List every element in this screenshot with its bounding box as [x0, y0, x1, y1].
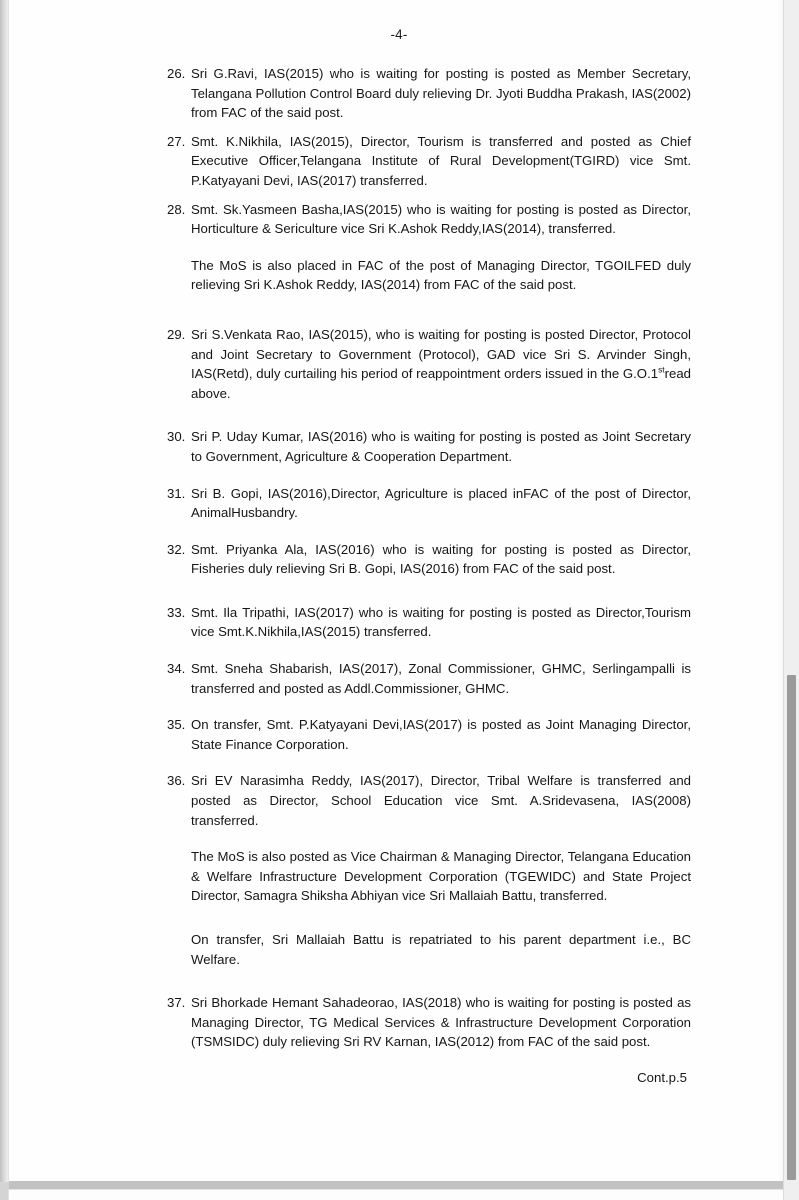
spacer: [167, 476, 691, 484]
clause-item: [167, 540, 691, 579]
clause-number: 30.: [167, 429, 186, 445]
clause-number: 36.: [167, 773, 186, 789]
spacer: [167, 915, 691, 930]
spacer: [167, 532, 691, 540]
sub-paragraph-mos-tgewidc: The MoS is also posted as Vice Chairman & Managing Director, Telangana Education & Welfare Infrastructure Development Corporation (TGEWIDC) and State Project Director, Samagra Shiksha Abhiyan vice Sri Mallaiah Battu, transferred.: [191, 849, 691, 904]
sub-paragraph-mos-tgoilfed: The MoS is also placed in FAC of the post of Managing Director, TGOILFED duly relieving Sri K.Ashok Reddy, IAS(2014) from FAC of the said post.: [191, 257, 691, 293]
clause-item: [167, 715, 691, 754]
clause-text: Sri Bhorkade Hemant Sahadeorao, IAS(2018) who is waiting for posting is posted as Managing Director, TG Medical Services & Infrastructure Development Corporation (TSMSIDC) duly relieving Sri RV Karnan, IAS(2012) from FAC of the said post.: [191, 995, 691, 1050]
clause-text: Sri P. Uday Kumar, IAS(2016) who is waiting for posting is posted as Joint Secretary to Government, Agriculture & Cooperation Department.: [191, 429, 691, 464]
spacer: [167, 707, 691, 715]
vertical-scrollbar-track[interactable]: [783, 0, 799, 1200]
clause-number: 26.: [167, 66, 186, 81]
spacer: [167, 651, 691, 659]
clause-text: Smt. Ila Tripathi, IAS(2017) who is waiting for posting is posted as Director,Tourism vice Smt.K.Nikhila,IAS(2015) transferred.: [191, 604, 691, 640]
page-body: [167, 64, 691, 1088]
clause-item: [167, 484, 691, 523]
clause-item: [167, 200, 691, 239]
clause-item: [167, 659, 691, 698]
clause-number: 29.: [167, 326, 186, 342]
spacer: [167, 763, 691, 771]
clause-number: 34.: [167, 661, 186, 677]
clause-item: [167, 427, 691, 466]
clause-text: Sri G.Ravi, IAS(2015) who is waiting for posting is posted as Member Secretary, Telangana Pollution Control Board duly relieving Dr. Jyoti Buddha Prakash, IAS(2002) from FAC of the said post.: [191, 66, 691, 121]
clause-text: [191, 325, 691, 403]
spacer: [167, 412, 691, 427]
clause-item: [167, 64, 691, 123]
clause-number: 28.: [167, 201, 186, 217]
clause-text: Smt. Priyanka Ala, IAS(2016) who is waiting for posting is posted as Director, Fisheries duly relieving Sri B. Gopi, IAS(2016) from FAC of the said post.: [191, 541, 691, 577]
vertical-scrollbar-thumb[interactable]: [787, 675, 796, 1180]
clause-text: Sri EV Narasimha Reddy, IAS(2017), Director, Tribal Welfare is transferred and posted as Director, School Education vice Smt. A.Sridevasena, IAS(2008) transferred.: [191, 773, 691, 828]
page-number: -4-: [390, 27, 408, 42]
clause-item: [167, 993, 691, 1052]
clause-number: 33.: [167, 604, 186, 620]
spacer: [167, 304, 691, 325]
spacer: [167, 248, 691, 256]
clause-text: On transfer, Smt. P.Katyayani Devi,IAS(2017) is posted as Joint Managing Director, State Finance Corporation.: [191, 717, 691, 752]
clause-item: [167, 603, 691, 642]
document-page: [9, 0, 789, 1181]
clause-item: [167, 771, 691, 830]
clause-number: 35.: [167, 717, 186, 733]
clause-number: 31.: [167, 485, 186, 501]
left-edge-gutter: [0, 0, 8, 1182]
clause-text-part-2: read above.: [191, 366, 691, 401]
clause-item: [167, 132, 691, 191]
clause-number: 27.: [167, 133, 186, 149]
continuation-note: Cont.p.5: [637, 1069, 687, 1085]
sub-paragraph-repatriation: On transfer, Sri Mallaiah Battu is repatriated to his parent department i.e., BC Welfare.: [191, 932, 691, 967]
page-separator: [9, 1181, 789, 1190]
clause-item: [167, 325, 691, 403]
spacer: [167, 588, 691, 603]
clause-number: 37.: [167, 995, 186, 1011]
clause-text-part-1: Sri S.Venkata Rao, IAS(2015), who is waiting for posting is posted Director, Protocol and Joint Secretary to Government (Protocol), GAD vice Sri S. Arvinder Singh, IAS(Retd), duly curtailing his period of reappointment orders issued in the G.O.1: [191, 326, 691, 382]
clause-text: Smt. Sneha Shabarish, IAS(2017), Zonal Commissioner, GHMC, Serlingampalli is transferred and posted as Addl.Commissioner, GHMC.: [191, 661, 691, 696]
clause-text: Smt. Sk.Yasmeen Basha,IAS(2015) who is waiting for posting is posted as Director, Horticulture & Sericulture vice Sri K.Ashok Reddy,IAS(2014), transferred.: [191, 201, 691, 237]
next-page-sliver: [9, 1190, 789, 1200]
spacer: [167, 839, 691, 847]
spacer: [167, 978, 691, 993]
clause-text: Sri B. Gopi, IAS(2016),Director, Agriculture is placed inFAC of the post of Director, AnimalHusbandry.: [191, 485, 691, 521]
ordinal-superscript: st: [658, 364, 665, 375]
clause-text: Smt. K.Nikhila, IAS(2015), Director, Tourism is transferred and posted as Chief Executive Officer,Telangana Institute of Rural Development(TGIRD) vice Smt. P.Katyayani Devi, IAS(2017) transferred.: [191, 133, 691, 188]
clause-number: 32.: [167, 541, 186, 557]
